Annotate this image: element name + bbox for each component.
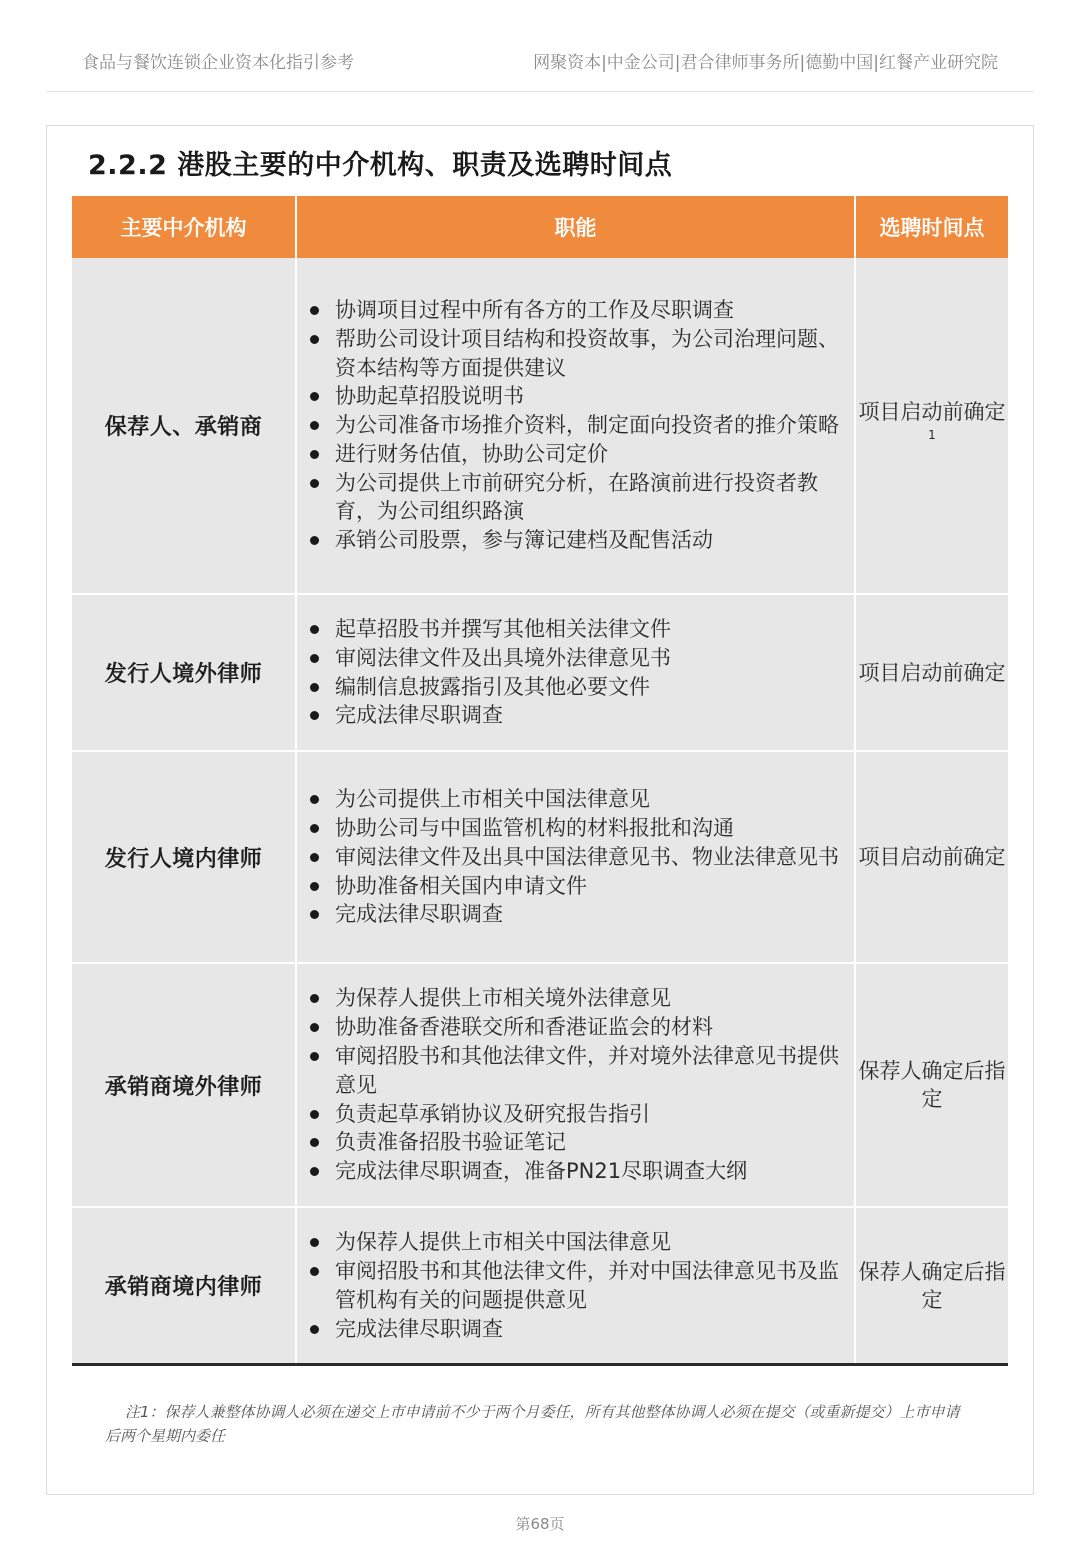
- duties-cell: [296, 751, 855, 963]
- table-row: [72, 751, 1008, 963]
- duty-item: 负责起草承销协议及研究报告指引: [335, 1100, 842, 1129]
- duty-item: 协调项目过程中所有各方的工作及尽职调查: [335, 296, 842, 325]
- duty-item: 帮助公司设计项目结构和投资故事，为公司治理问题、资本结构等方面提供建议: [335, 325, 842, 383]
- table-header-row: [72, 196, 1008, 258]
- table-row: [72, 1207, 1008, 1365]
- duty-item: 完成法律尽职调查: [335, 1315, 842, 1344]
- timing-cell: 项目启动前确定: [855, 751, 1008, 963]
- agency-cell: 承销商境内律师: [72, 1207, 296, 1365]
- duty-item: 完成法律尽职调查: [335, 900, 842, 929]
- agency-cell: 承销商境外律师: [72, 963, 296, 1207]
- duties-cell: [296, 1207, 855, 1365]
- duty-item: 协助公司与中国监管机构的材料报批和沟通: [335, 814, 842, 843]
- duty-item: 承销公司股票，参与簿记建档及配售活动: [335, 526, 842, 555]
- duty-item: 协助起草招股说明书: [335, 382, 842, 411]
- duty-item: 审阅法律文件及出具中国法律意见书、物业法律意见书: [335, 843, 842, 872]
- column-header-agency: 主要中介机构: [72, 196, 296, 258]
- timing-cell: 保荐人确定后指定: [855, 1207, 1008, 1365]
- duties-list: [297, 765, 854, 949]
- footnote: 注1：保荐人兼整体协调人必须在递交上市申请前不少于两个月委任，所有其他整体协调人必须在提交（或重新提交）上市申请后两个星期内委任: [105, 1403, 960, 1445]
- table-row: [72, 963, 1008, 1207]
- timing-cell: 保荐人确定后指定: [855, 963, 1008, 1207]
- duty-item: 负责准备招股书验证笔记: [335, 1128, 842, 1157]
- agency-cell: 发行人境内律师: [72, 751, 296, 963]
- duties-cell: [296, 963, 855, 1207]
- table-row: [72, 258, 1008, 594]
- duty-item: 审阅法律文件及出具境外法律意见书: [335, 644, 842, 673]
- intermediary-table: [72, 196, 1008, 1366]
- duty-item: 起草招股书并撰写其他相关法律文件: [335, 615, 842, 644]
- footnote-marker: 1: [928, 427, 936, 442]
- column-header-timing: 选聘时间点: [855, 196, 1008, 258]
- duty-item: 协助准备相关国内申请文件: [335, 872, 842, 901]
- duty-item: 编制信息披露指引及其他必要文件: [335, 673, 842, 702]
- duty-item: 为保荐人提供上市相关中国法律意见: [335, 1228, 842, 1257]
- duty-item: 为保荐人提供上市相关境外法律意见: [335, 984, 842, 1013]
- duties-list: [297, 276, 854, 575]
- duty-item: 为公司准备市场推介资料，制定面向投资者的推介策略: [335, 411, 842, 440]
- duty-item: 完成法律尽职调查: [335, 701, 842, 730]
- duty-item: 审阅招股书和其他法律文件，并对境外法律意见书提供意见: [335, 1042, 842, 1100]
- duty-item: 为公司提供上市相关中国法律意见: [335, 785, 842, 814]
- duties-list: [297, 1208, 854, 1363]
- duties-cell: [296, 594, 855, 751]
- column-header-duties: 职能: [296, 196, 855, 258]
- timing-cell: [855, 258, 1008, 594]
- duty-item: 完成法律尽职调查，准备PN21尽职调查大纲: [335, 1157, 842, 1186]
- duty-item: 协助准备香港联交所和香港证监会的材料: [335, 1013, 842, 1042]
- timing-text: 项目启动前确定: [858, 399, 1006, 424]
- agency-cell: 保荐人、承销商: [72, 258, 296, 594]
- publisher-list: 网聚资本|中金公司|君合律师事务所|德勤中国|红餐产业研究院: [533, 53, 998, 73]
- timing-cell: 项目启动前确定: [855, 594, 1008, 751]
- duty-item: 审阅招股书和其他法律文件，并对中国法律意见书及监管机构有关的问题提供意见: [335, 1257, 842, 1315]
- document-title: 食品与餐饮连锁企业资本化指引参考: [82, 53, 354, 73]
- duties-list: [297, 964, 854, 1206]
- duties-cell: [296, 258, 855, 594]
- page-number: 第68页: [515, 1515, 565, 1533]
- agency-cell: 发行人境外律师: [72, 594, 296, 751]
- duty-item: 进行财务估值，协助公司定价: [335, 440, 842, 469]
- duty-item: 为公司提供上市前研究分析，在路演前进行投资者教育，为公司组织路演: [335, 469, 842, 527]
- section-title: 2.2.2 港股主要的中介机构、职责及选聘时间点: [88, 150, 673, 181]
- table-row: [72, 594, 1008, 751]
- page-header: [46, 0, 1034, 92]
- duties-list: [297, 595, 854, 750]
